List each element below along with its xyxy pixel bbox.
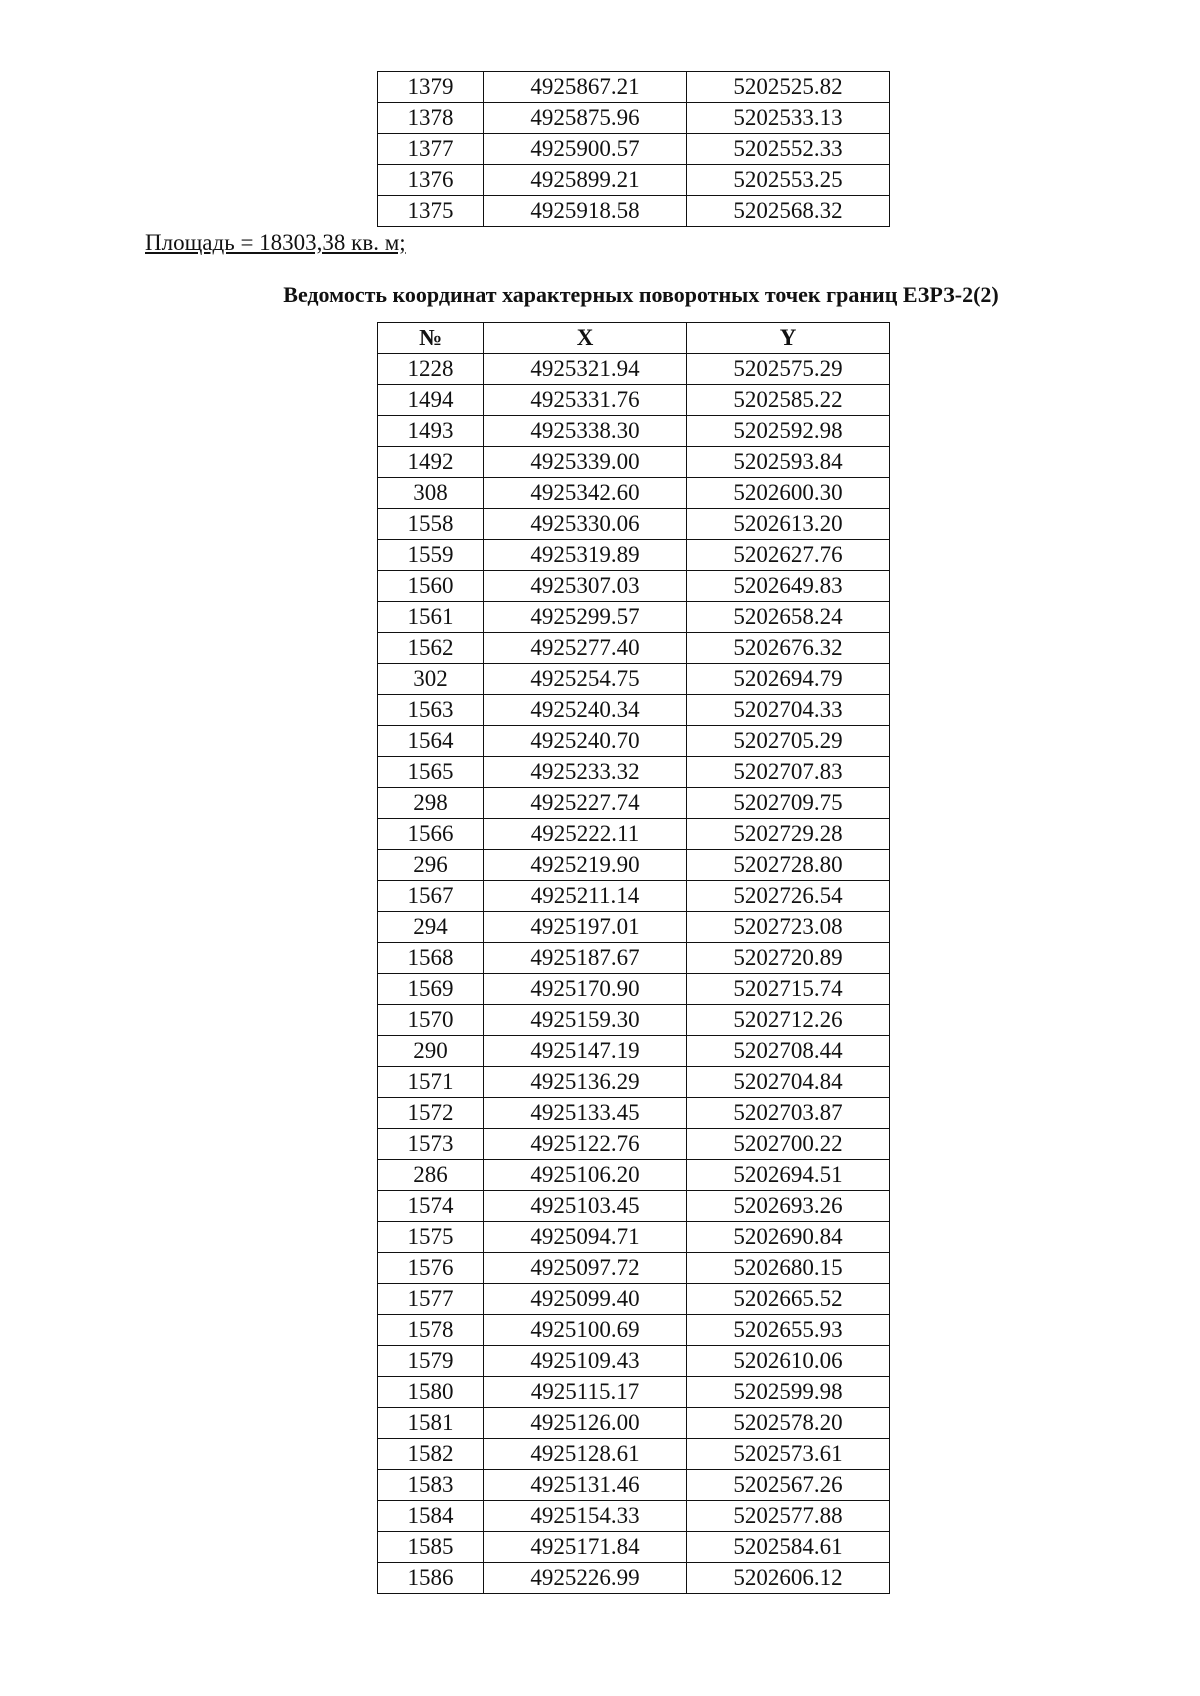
cell-number: 298 <box>378 788 484 819</box>
cell-number: 1566 <box>378 819 484 850</box>
cell-x: 4925103.45 <box>484 1191 687 1222</box>
cell-x: 4925339.00 <box>484 447 687 478</box>
cell-x: 4925240.70 <box>484 726 687 757</box>
cell-number: 1580 <box>378 1377 484 1408</box>
table-row <box>378 881 890 912</box>
cell-y: 5202676.32 <box>687 633 890 664</box>
cell-number: 1573 <box>378 1129 484 1160</box>
cell-y: 5202728.80 <box>687 850 890 881</box>
cell-number: 1228 <box>378 354 484 385</box>
cell-x: 4925321.94 <box>484 354 687 385</box>
cell-x: 4925147.19 <box>484 1036 687 1067</box>
cell-x: 4925159.30 <box>484 1005 687 1036</box>
cell-x: 4925219.90 <box>484 850 687 881</box>
cell-y: 5202533.13 <box>687 103 890 134</box>
cell-y: 5202729.28 <box>687 819 890 850</box>
cell-number: 1560 <box>378 571 484 602</box>
cell-y: 5202723.08 <box>687 912 890 943</box>
table-row <box>378 1222 890 1253</box>
cell-x: 4925109.43 <box>484 1346 687 1377</box>
cell-number: 1575 <box>378 1222 484 1253</box>
cell-x: 4925122.76 <box>484 1129 687 1160</box>
cell-number: 1568 <box>378 943 484 974</box>
cell-y: 5202707.83 <box>687 757 890 788</box>
cell-number: 1562 <box>378 633 484 664</box>
cell-x: 4925331.76 <box>484 385 687 416</box>
table-row <box>378 103 890 134</box>
cell-number: 1581 <box>378 1408 484 1439</box>
cell-y: 5202599.98 <box>687 1377 890 1408</box>
table-row <box>378 1377 890 1408</box>
cell-x: 4925319.89 <box>484 540 687 571</box>
cell-y: 5202693.26 <box>687 1191 890 1222</box>
cell-y: 5202600.30 <box>687 478 890 509</box>
cell-x: 4925211.14 <box>484 881 687 912</box>
cell-number: 1577 <box>378 1284 484 1315</box>
table-row <box>378 509 890 540</box>
cell-y: 5202585.22 <box>687 385 890 416</box>
cell-x: 4925899.21 <box>484 165 687 196</box>
cell-number: 1565 <box>378 757 484 788</box>
table-row <box>378 695 890 726</box>
cell-x: 4925126.00 <box>484 1408 687 1439</box>
cell-x: 4925227.74 <box>484 788 687 819</box>
area-text: Площадь = 18303,38 кв. м; <box>145 230 406 255</box>
cell-y: 5202658.24 <box>687 602 890 633</box>
table-row <box>378 633 890 664</box>
table-row <box>378 72 890 103</box>
cell-number: 1578 <box>378 1315 484 1346</box>
cell-x: 4925918.58 <box>484 196 687 227</box>
cell-y: 5202655.93 <box>687 1315 890 1346</box>
cell-x: 4925115.17 <box>484 1377 687 1408</box>
cell-x: 4925338.30 <box>484 416 687 447</box>
coordinates-table-ezrz-2-2 <box>377 322 890 1594</box>
cell-number: 1574 <box>378 1191 484 1222</box>
cell-x: 4925240.34 <box>484 695 687 726</box>
cell-y: 5202704.84 <box>687 1067 890 1098</box>
header-y: Y <box>687 323 890 354</box>
table-row <box>378 757 890 788</box>
cell-number: 1570 <box>378 1005 484 1036</box>
cell-y: 5202726.54 <box>687 881 890 912</box>
cell-number: 286 <box>378 1160 484 1191</box>
section-title: Ведомость координат характерных поворотных точек границ ЕЗРЗ-2(2) <box>283 282 999 307</box>
cell-number: 1563 <box>378 695 484 726</box>
cell-x: 4925342.60 <box>484 478 687 509</box>
cell-number: 308 <box>378 478 484 509</box>
table-row <box>378 912 890 943</box>
cell-x: 4925170.90 <box>484 974 687 1005</box>
cell-y: 5202606.12 <box>687 1563 890 1594</box>
cell-number: 1493 <box>378 416 484 447</box>
table-row <box>378 354 890 385</box>
table-row <box>378 1439 890 1470</box>
table-row <box>378 1253 890 1284</box>
table-header-row <box>378 323 890 354</box>
table-row <box>378 850 890 881</box>
table-row <box>378 602 890 633</box>
table-row <box>378 540 890 571</box>
cell-x: 4925867.21 <box>484 72 687 103</box>
cell-number: 1584 <box>378 1501 484 1532</box>
cell-y: 5202690.84 <box>687 1222 890 1253</box>
table-row <box>378 726 890 757</box>
cell-number: 1561 <box>378 602 484 633</box>
cell-y: 5202709.75 <box>687 788 890 819</box>
cell-y: 5202577.88 <box>687 1501 890 1532</box>
cell-x: 4925900.57 <box>484 134 687 165</box>
table-row <box>378 416 890 447</box>
cell-number: 1576 <box>378 1253 484 1284</box>
cell-number: 1585 <box>378 1532 484 1563</box>
table-row <box>378 1470 890 1501</box>
table-row <box>378 447 890 478</box>
cell-number: 294 <box>378 912 484 943</box>
table-row <box>378 1346 890 1377</box>
cell-y: 5202593.84 <box>687 447 890 478</box>
cell-y: 5202567.26 <box>687 1470 890 1501</box>
header-number: № <box>378 323 484 354</box>
cell-x: 4925097.72 <box>484 1253 687 1284</box>
cell-number: 1379 <box>378 72 484 103</box>
cell-number: 1582 <box>378 1439 484 1470</box>
cell-y: 5202704.33 <box>687 695 890 726</box>
cell-number: 290 <box>378 1036 484 1067</box>
cell-y: 5202665.52 <box>687 1284 890 1315</box>
table-row <box>378 385 890 416</box>
header-x: X <box>484 323 687 354</box>
cell-y: 5202649.83 <box>687 571 890 602</box>
table-row <box>378 819 890 850</box>
table-row <box>378 1408 890 1439</box>
table2-body <box>378 354 890 1594</box>
table-row <box>378 571 890 602</box>
table-row <box>378 1067 890 1098</box>
cell-x: 4925187.67 <box>484 943 687 974</box>
table-row <box>378 165 890 196</box>
table-row <box>378 1532 890 1563</box>
cell-y: 5202613.20 <box>687 509 890 540</box>
cell-y: 5202720.89 <box>687 943 890 974</box>
cell-x: 4925099.40 <box>484 1284 687 1315</box>
cell-number: 1571 <box>378 1067 484 1098</box>
cell-y: 5202584.61 <box>687 1532 890 1563</box>
cell-number: 296 <box>378 850 484 881</box>
cell-number: 1375 <box>378 196 484 227</box>
cell-x: 4925233.32 <box>484 757 687 788</box>
cell-y: 5202680.15 <box>687 1253 890 1284</box>
cell-number: 1586 <box>378 1563 484 1594</box>
cell-y: 5202568.32 <box>687 196 890 227</box>
cell-number: 1559 <box>378 540 484 571</box>
table-row <box>378 1129 890 1160</box>
table-row <box>378 1315 890 1346</box>
cell-x: 4925197.01 <box>484 912 687 943</box>
table-row <box>378 1160 890 1191</box>
table-row <box>378 478 890 509</box>
cell-y: 5202715.74 <box>687 974 890 1005</box>
cell-x: 4925136.29 <box>484 1067 687 1098</box>
cell-number: 1583 <box>378 1470 484 1501</box>
cell-y: 5202592.98 <box>687 416 890 447</box>
cell-y: 5202703.87 <box>687 1098 890 1129</box>
table-row <box>378 1501 890 1532</box>
cell-y: 5202575.29 <box>687 354 890 385</box>
cell-x: 4925128.61 <box>484 1439 687 1470</box>
cell-x: 4925330.06 <box>484 509 687 540</box>
cell-number: 1492 <box>378 447 484 478</box>
cell-y: 5202627.76 <box>687 540 890 571</box>
cell-y: 5202712.26 <box>687 1005 890 1036</box>
cell-y: 5202694.51 <box>687 1160 890 1191</box>
coordinates-table-continued <box>377 71 890 227</box>
cell-x: 4925875.96 <box>484 103 687 134</box>
cell-x: 4925094.71 <box>484 1222 687 1253</box>
cell-y: 5202573.61 <box>687 1439 890 1470</box>
cell-number: 1572 <box>378 1098 484 1129</box>
cell-number: 1494 <box>378 385 484 416</box>
cell-x: 4925131.46 <box>484 1470 687 1501</box>
table-row <box>378 943 890 974</box>
cell-y: 5202705.29 <box>687 726 890 757</box>
table-row <box>378 1098 890 1129</box>
cell-number: 1567 <box>378 881 484 912</box>
cell-y: 5202525.82 <box>687 72 890 103</box>
table-row <box>378 1563 890 1594</box>
table-row <box>378 1005 890 1036</box>
table-row <box>378 1191 890 1222</box>
table-row <box>378 196 890 227</box>
cell-y: 5202553.25 <box>687 165 890 196</box>
cell-number: 1569 <box>378 974 484 1005</box>
table1-body <box>378 72 890 227</box>
cell-x: 4925307.03 <box>484 571 687 602</box>
table-row <box>378 664 890 695</box>
table-row <box>378 134 890 165</box>
cell-number: 1579 <box>378 1346 484 1377</box>
table-row <box>378 788 890 819</box>
cell-x: 4925100.69 <box>484 1315 687 1346</box>
cell-x: 4925154.33 <box>484 1501 687 1532</box>
cell-x: 4925226.99 <box>484 1563 687 1594</box>
cell-number: 1378 <box>378 103 484 134</box>
cell-x: 4925254.75 <box>484 664 687 695</box>
cell-y: 5202708.44 <box>687 1036 890 1067</box>
cell-y: 5202552.33 <box>687 134 890 165</box>
cell-x: 4925299.57 <box>484 602 687 633</box>
table-row <box>378 974 890 1005</box>
cell-x: 4925106.20 <box>484 1160 687 1191</box>
cell-y: 5202694.79 <box>687 664 890 695</box>
cell-x: 4925222.11 <box>484 819 687 850</box>
cell-y: 5202578.20 <box>687 1408 890 1439</box>
cell-y: 5202610.06 <box>687 1346 890 1377</box>
cell-x: 4925171.84 <box>484 1532 687 1563</box>
cell-x: 4925277.40 <box>484 633 687 664</box>
cell-number: 1564 <box>378 726 484 757</box>
table-row <box>378 1284 890 1315</box>
cell-y: 5202700.22 <box>687 1129 890 1160</box>
cell-number: 302 <box>378 664 484 695</box>
table-row <box>378 1036 890 1067</box>
cell-x: 4925133.45 <box>484 1098 687 1129</box>
cell-number: 1377 <box>378 134 484 165</box>
cell-number: 1376 <box>378 165 484 196</box>
cell-number: 1558 <box>378 509 484 540</box>
